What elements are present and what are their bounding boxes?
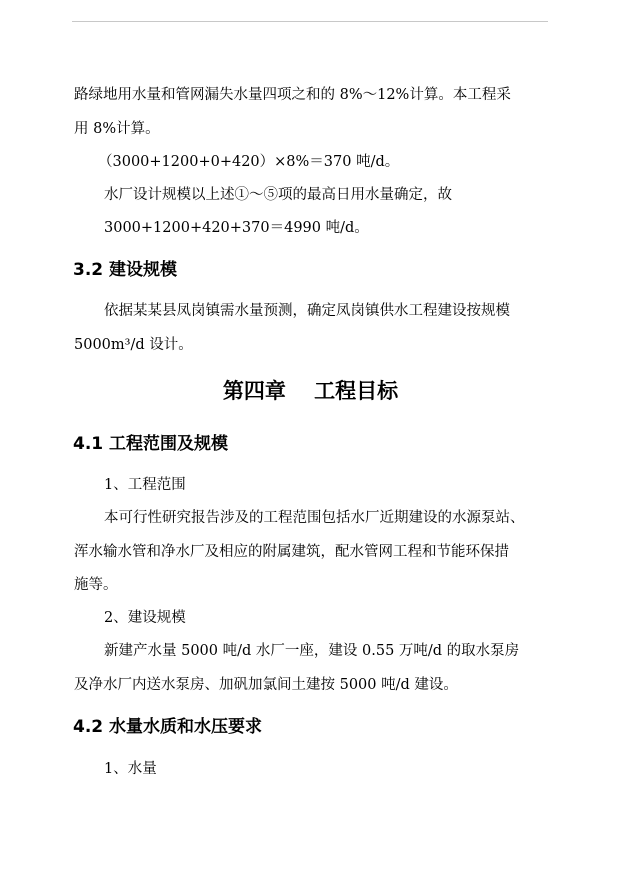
body-text-line: 依据某某县凤岗镇需水量预测，确定凤岗镇供水工程建设按规模 <box>104 303 510 319</box>
list-item-label: 1、工程范围 <box>104 477 186 493</box>
body-text-line: 5000m³/d 设计。 <box>74 337 193 353</box>
formula-line: （3000+1200+0+420）×8%＝370 吨/d。 <box>98 154 400 170</box>
body-text-line: 施等。 <box>74 577 118 593</box>
body-text-line: 本可行性研究报告涉及的工程范围包括水厂近期建设的水源泵站、 <box>104 510 525 526</box>
list-item-label: 2、建设规模 <box>104 610 186 626</box>
body-text-line: 新建产水量 5000 吨/d 水厂一座，建设 0.55 万吨/d 的取水泵房 <box>104 643 520 659</box>
section-heading-4-2: 4.2 水量水质和水压要求 <box>73 717 263 737</box>
body-text-line: 浑水输水管和净水厂及相应的附属建筑，配水管网工程和节能环保措 <box>74 544 509 560</box>
body-text-line: 路绿地用水量和管网漏失水量四项之和的 8%～12%计算。本工程采 <box>74 87 511 103</box>
section-heading-4-1: 4.1 工程范围及规模 <box>73 434 229 454</box>
body-text-line: 及净水厂内送水泵房、加矾加氯间土建按 5000 吨/d 建设。 <box>74 677 458 693</box>
formula-line: 3000+1200+420+370＝4990 吨/d。 <box>104 220 369 236</box>
list-item-label: 1、水量 <box>104 761 157 777</box>
body-text-line: 用 8%计算。 <box>74 121 160 137</box>
body-text-line: 水厂设计规模以上述①～⑤项的最高日用水量确定，故 <box>104 187 452 203</box>
section-heading-3-2: 3.2 建设规模 <box>73 260 178 280</box>
chapter-title: 第四章 工程目标 <box>222 379 399 403</box>
header-rule <box>72 21 548 22</box>
